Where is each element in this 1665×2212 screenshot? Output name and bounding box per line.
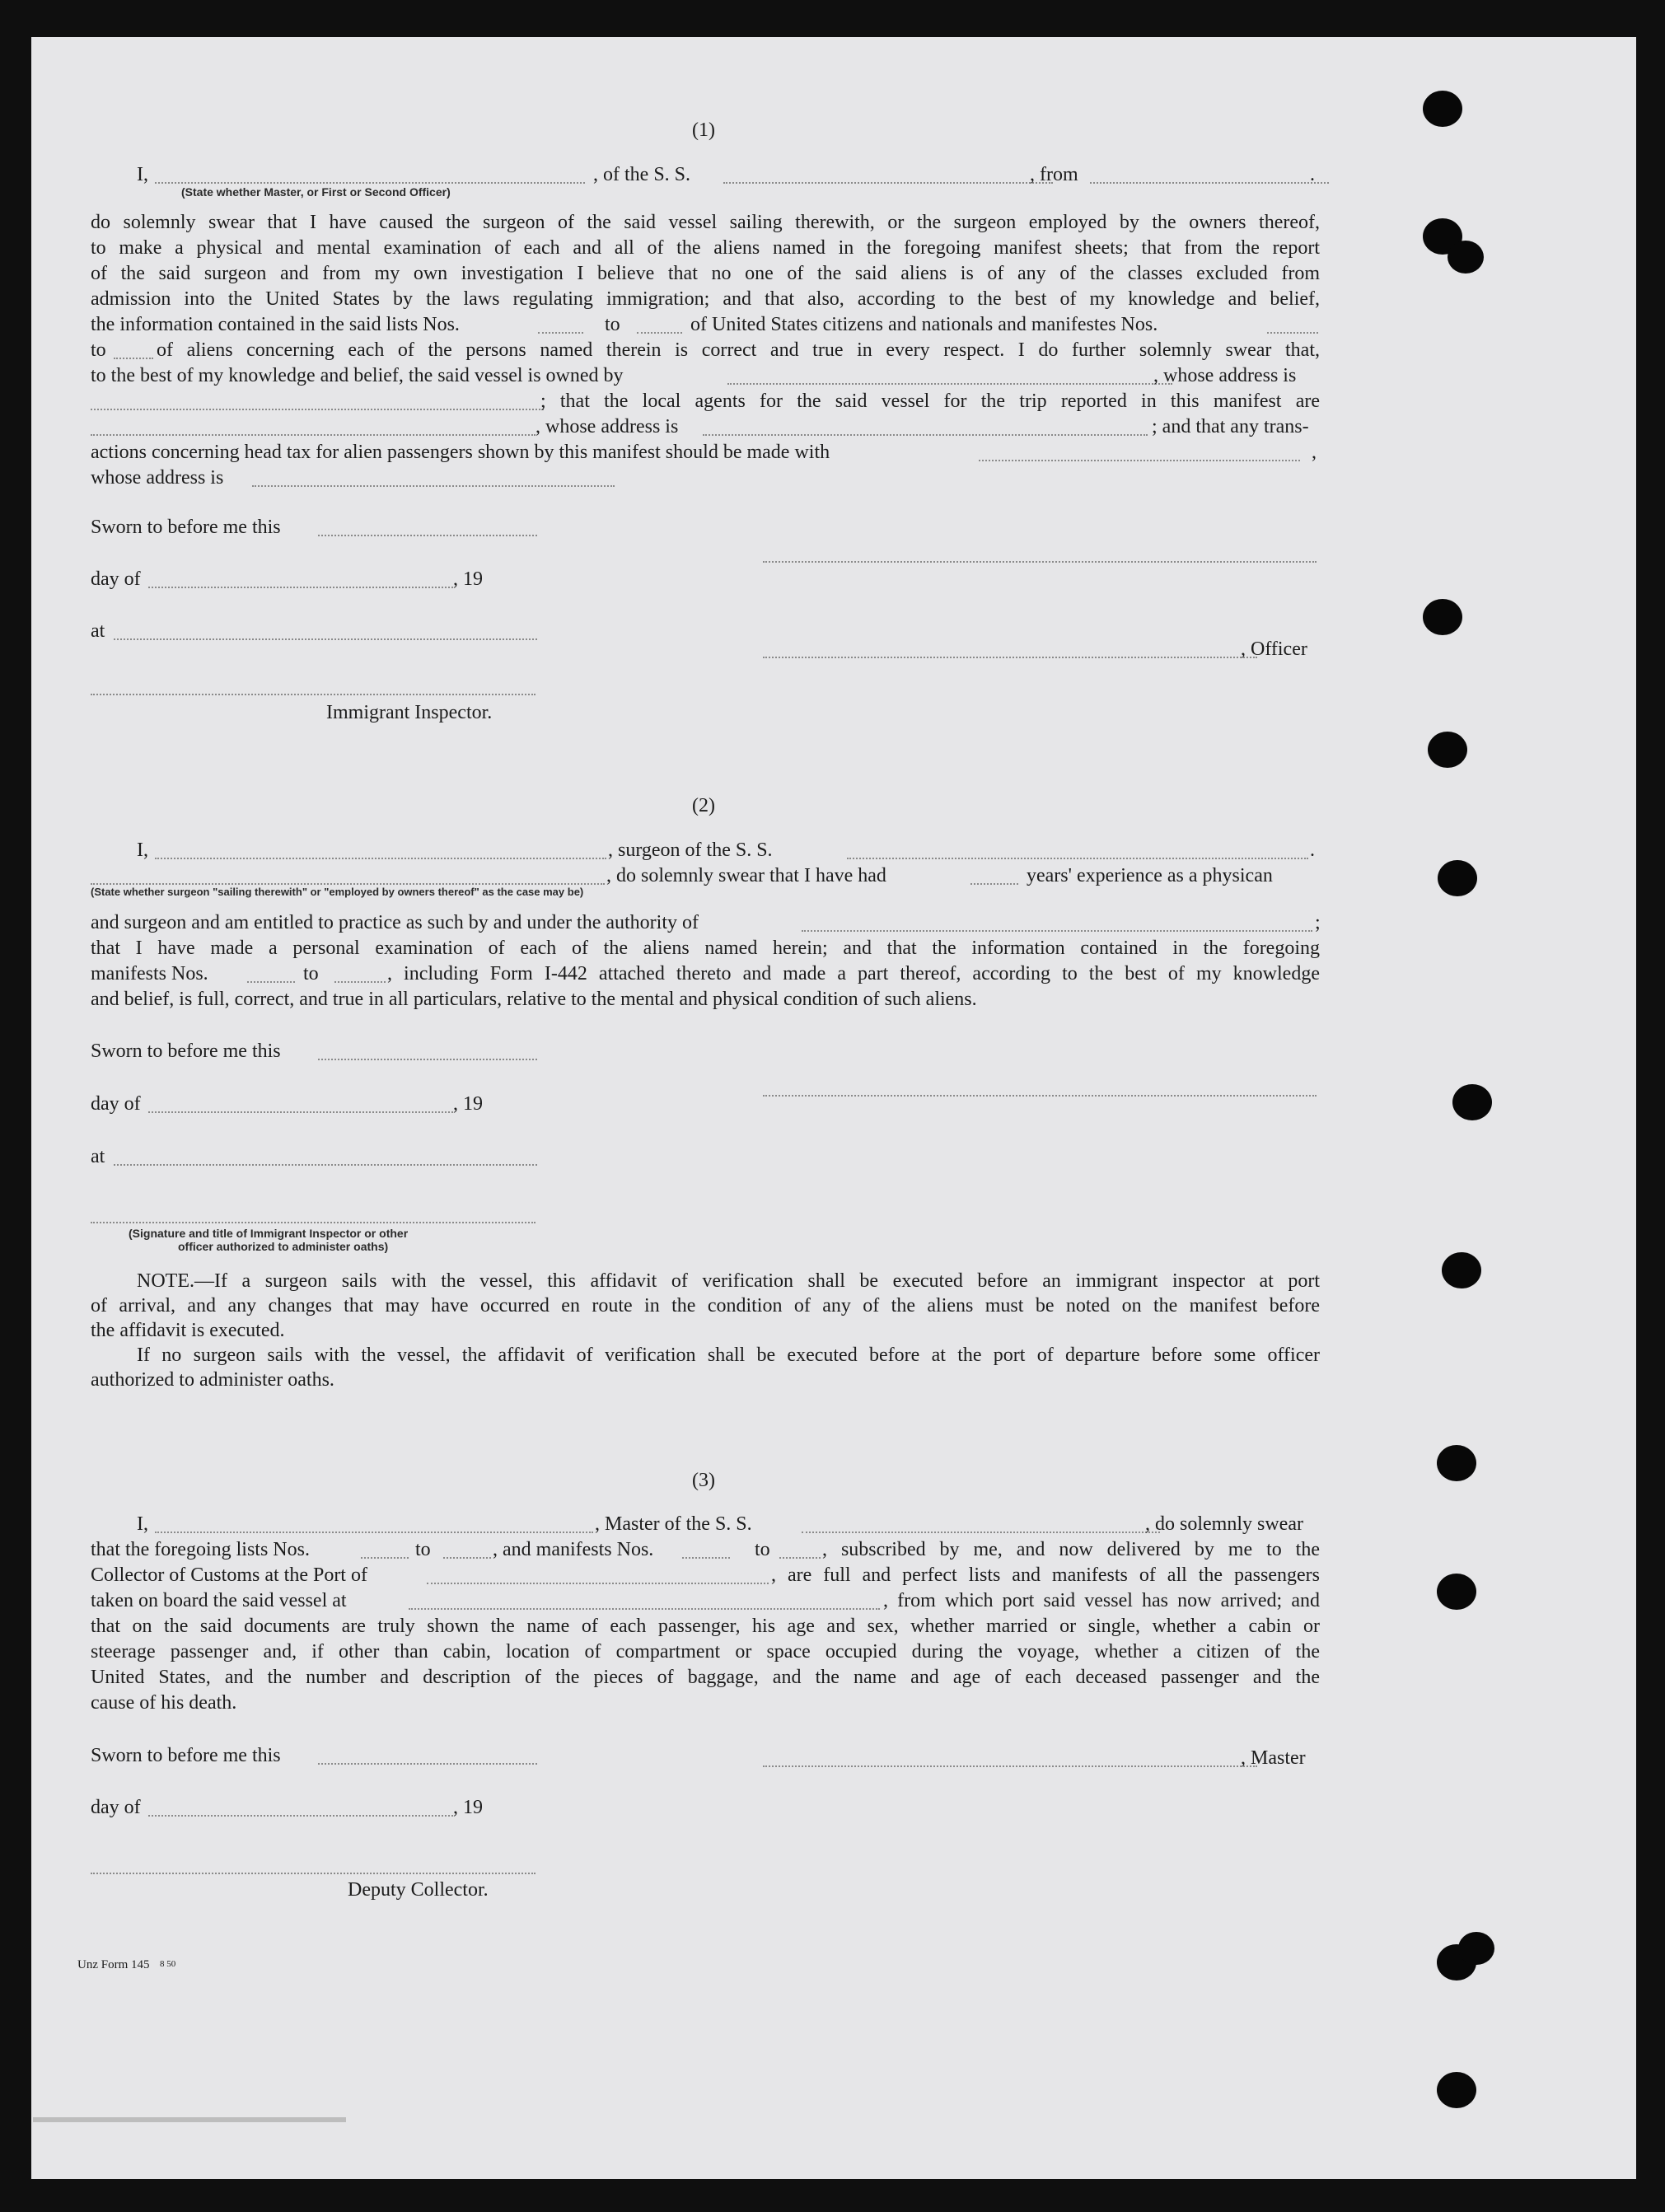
s1-oath-line-4: admission into the United States by the laws regulating immigration; and that also, according to the best of my knowledge and belief, (91, 288, 1320, 310)
section-1-number: (1) (692, 119, 715, 141)
s1-manifests-to-field[interactable] (114, 358, 153, 359)
s1-oath-line-2: to make a physical and mental examination of each and all of the aliens named in the foregoing manifest sheets; that from the report (91, 237, 1320, 259)
s1-contact-address-label: whose address is (91, 467, 224, 489)
s3-taken-label: taken on board the said vessel at (91, 1590, 347, 1611)
note-paragraph-line-1: NOTE.—If a surgeon sails with the vessel, this affidavit of verification shall be executed before an immigrant inspector at port (137, 1270, 1320, 1292)
s1-year-label: , 19 (453, 568, 483, 590)
s3-collector-label: Collector of Customs at the Port of (91, 1564, 367, 1586)
s2-sig-note-1: (Signature and title of Immigrant Inspector or other (129, 1227, 409, 1240)
s1-at-field[interactable] (114, 638, 537, 640)
port-field[interactable] (427, 1583, 769, 1584)
punch-hole-icon (1423, 91, 1462, 127)
s3-death-line: cause of his death. (91, 1692, 237, 1714)
s2-manifests-to-field[interactable] (334, 981, 386, 983)
punch-hole-icon (1437, 1445, 1476, 1481)
s1-manifests-from-field[interactable] (1267, 332, 1318, 334)
s1-at-label: at (91, 620, 105, 642)
section-2-number: (2) (692, 795, 715, 816)
s2-manifests-label: manifests Nos. (91, 963, 208, 984)
s3-sworn-label: Sworn to before me this (91, 1745, 281, 1766)
s1-inspector-signature-field[interactable] (91, 694, 536, 695)
s1-agents-line: ; that the local agents for the said vessel for the trip reported in this manifest are (540, 390, 1320, 412)
s1-signature-line[interactable] (763, 561, 1317, 563)
s1-transactions-label: ; and that any trans- (1152, 416, 1309, 437)
section-3-number: (3) (692, 1470, 715, 1491)
s3-lists-from-field[interactable] (361, 1557, 409, 1559)
s3-documents-line-2: steerage passenger and, if other than cabin, location of compartment or space occupied during the voyage, whether a citizen of the (91, 1641, 1320, 1663)
s3-documents-line-3: United States, and the number and description of the pieces of baggage, and the name and age of each deceased passenger and the (91, 1667, 1320, 1688)
s1-owner-label: to the best of my knowledge and belief, the said vessel is owned by (91, 365, 624, 386)
punch-hole-icon (1448, 241, 1484, 274)
s3-manifests-label: , and manifests Nos. (493, 1539, 654, 1560)
s1-lists-from-field[interactable] (538, 332, 583, 334)
s2-day-of-field[interactable] (148, 1111, 453, 1113)
s2-day-of-label: day of (91, 1093, 141, 1115)
s3-manifests-to-label: to (755, 1539, 770, 1560)
s2-year-label: , 19 (453, 1093, 483, 1115)
owner-address-field[interactable] (91, 409, 544, 410)
s1-agents-address-label: , whose address is (536, 416, 679, 437)
s3-lists-to-label: to (415, 1539, 431, 1560)
head-tax-contact-field[interactable] (979, 460, 1300, 461)
s3-day-of-label: day of (91, 1797, 141, 1818)
s3-manifests-to-field[interactable] (779, 1557, 821, 1559)
s1-of-ss-label: , of the S. S. (593, 164, 691, 185)
s1-manifests-label: of United States citizens and nationals and manifestes Nos. (690, 314, 1158, 335)
s3-delivered-label: , subscribed by me, and now delivered by me to the (822, 1539, 1320, 1560)
punch-hole-icon (1458, 1932, 1494, 1965)
paper-edge-scrap (33, 2117, 346, 2122)
s2-sig-note-2: officer authorized to administer oaths) (178, 1240, 389, 1253)
s1-sworn-label: Sworn to before me this (91, 517, 281, 538)
s2-authority-end: ; (1315, 912, 1321, 933)
form-id: Unz Form 145 (77, 1958, 150, 1971)
s3-sworn-date-field[interactable] (318, 1763, 537, 1765)
s1-i-label: I, (137, 164, 148, 185)
s3-master-sign-label: , Master (1241, 1747, 1306, 1769)
s1-oath-line-3: of the said surgeon and from my own investigation I believe that no one of the said aliens is of any of the classes excluded from (91, 263, 1320, 284)
punch-hole-icon (1442, 1252, 1481, 1288)
agents-field[interactable] (91, 434, 536, 436)
s1-sworn-date-field[interactable] (318, 535, 537, 536)
s2-signature-line[interactable] (763, 1095, 1317, 1097)
s1-inspector-label: Immigrant Inspector. (326, 702, 493, 723)
s3-year-label: , 19 (453, 1797, 483, 1818)
authority-field[interactable] (802, 930, 1312, 932)
s1-head-tax-end: , (1312, 442, 1317, 463)
s2-ship-name-field[interactable] (847, 858, 1308, 859)
s1-manifests-to-label: to (91, 339, 106, 361)
s1-day-of-label: day of (91, 568, 141, 590)
s2-sworn-label: Sworn to before me this (91, 1041, 281, 1062)
s2-i-label: I, (137, 839, 148, 861)
form-date: 8 50 (160, 1959, 176, 1969)
s2-surgeon-note: (State whether surgeon "sailing therewith" or "employed by owners thereof" as the case may be) (91, 886, 584, 898)
master-name-field[interactable] (155, 1532, 593, 1533)
s2-swear-label: , do solemnly swear that I have had (606, 865, 886, 886)
s2-line1-end: . (1310, 839, 1315, 861)
form-page (31, 37, 1636, 2179)
agents-address-field[interactable] (703, 434, 1148, 436)
punch-hole-icon (1428, 732, 1467, 768)
head-tax-address-field[interactable] (252, 485, 615, 487)
note-paragraph-line-3: the affidavit is executed. (91, 1320, 285, 1341)
s1-owner-address-label: , whose address is (1153, 365, 1297, 386)
s2-belief-line: and belief, is full, correct, and true in all particulars, relative to the mental and physical condition of such aliens. (91, 989, 977, 1010)
note-paragraph-line-2: of arrival, and any changes that may have occurred en route in the condition of any of the aliens must be noted on the manifest before (91, 1295, 1320, 1316)
officer-name-field[interactable] (155, 182, 585, 184)
s2-examination-line: that I have made a personal examination of each of the aliens named herein; and that the information contained in the foregoing (91, 938, 1320, 959)
s3-documents-line-1: that on the said documents are truly shown the name of each passenger, his age and sex, whether married or single, whether a cabin or (91, 1616, 1320, 1637)
s2-inspector-signature-field[interactable] (91, 1222, 536, 1223)
s1-from-port-field[interactable] (1090, 182, 1329, 184)
s1-oath-line-1: do solemnly swear that I have caused the surgeon of the said vessel sailing therewith, or the surgeon employed by the owners thereof, (91, 212, 1320, 233)
s1-from-label: , from (1030, 164, 1078, 185)
deputy-signature-field[interactable] (91, 1873, 536, 1874)
s3-lists-label: that the foregoing lists Nos. (91, 1539, 310, 1560)
s2-at-label: at (91, 1146, 105, 1167)
departure-port-field[interactable] (409, 1608, 880, 1610)
s1-officer-label: , Officer (1241, 638, 1307, 660)
surgeon-name-field[interactable] (155, 858, 606, 859)
punch-hole-icon (1437, 1574, 1476, 1610)
punch-hole-icon (1438, 860, 1477, 896)
s1-lists-to-field[interactable] (637, 332, 682, 334)
s3-manifests-from-field[interactable] (682, 1557, 730, 1559)
s1-aliens-line: of aliens concerning each of the persons named therein is correct and true in every respect. I do further solemnly swear that, (157, 339, 1320, 361)
owner-field[interactable] (727, 383, 1172, 385)
note-paragraph-2-line-2: authorized to administer oaths. (91, 1369, 334, 1391)
s1-lists-label: the information contained in the said lists Nos. (91, 314, 460, 335)
note-paragraph-2-line-1: If no surgeon sails with the vessel, the affidavit of verification shall be executed before at the port of departure before some officer (137, 1345, 1320, 1366)
s2-authority-label: and surgeon and am entitled to practice as such by and under the authority of (91, 912, 699, 933)
punch-hole-icon (1452, 1084, 1492, 1120)
s3-ship-name-field[interactable] (802, 1532, 1160, 1533)
years-experience-field[interactable] (970, 883, 1018, 885)
s1-day-of-field[interactable] (148, 587, 453, 588)
s2-surgeon-label: , surgeon of the S. S. (608, 839, 773, 861)
s1-officer-note: (State whether Master, or First or Second Officer) (181, 185, 451, 199)
s2-manifests-to-label: to (303, 963, 319, 984)
s1-ship-name-field[interactable] (723, 182, 1053, 184)
s2-form-line: , including Form I-442 attached thereto and made a part thereof, according to the best of my knowledge (387, 963, 1320, 984)
s1-head-tax-label: actions concerning head tax for alien passengers shown by this manifest should be made with (91, 442, 830, 463)
officer-signature-field[interactable] (763, 657, 1257, 658)
punch-hole-icon (1437, 2072, 1476, 2108)
master-signature-field[interactable] (763, 1765, 1257, 1767)
s3-lists-to-field[interactable] (443, 1557, 491, 1559)
s3-arrived-label: , from which port said vessel has now arrived; and (883, 1590, 1320, 1611)
s2-at-field[interactable] (114, 1164, 537, 1166)
s3-i-label: I, (137, 1513, 148, 1535)
s3-deputy-label: Deputy Collector. (348, 1879, 489, 1901)
s2-manifests-from-field[interactable] (247, 981, 295, 983)
s2-surgeon-status-field[interactable] (91, 883, 605, 885)
s3-master-label: , Master of the S. S. (595, 1513, 752, 1535)
s1-line1-end: . (1310, 164, 1315, 185)
punch-hole-icon (1423, 599, 1462, 635)
s2-experience-label: years' experience as a physican (1027, 865, 1273, 886)
s1-lists-to-label: to (605, 314, 620, 335)
s2-sworn-date-field[interactable] (318, 1059, 537, 1060)
s3-day-of-field[interactable] (148, 1815, 453, 1817)
s3-lists-perfect-label: , are full and perfect lists and manifests of all the passengers (771, 1564, 1320, 1586)
s3-swear-label: , do solemnly swear (1145, 1513, 1303, 1535)
